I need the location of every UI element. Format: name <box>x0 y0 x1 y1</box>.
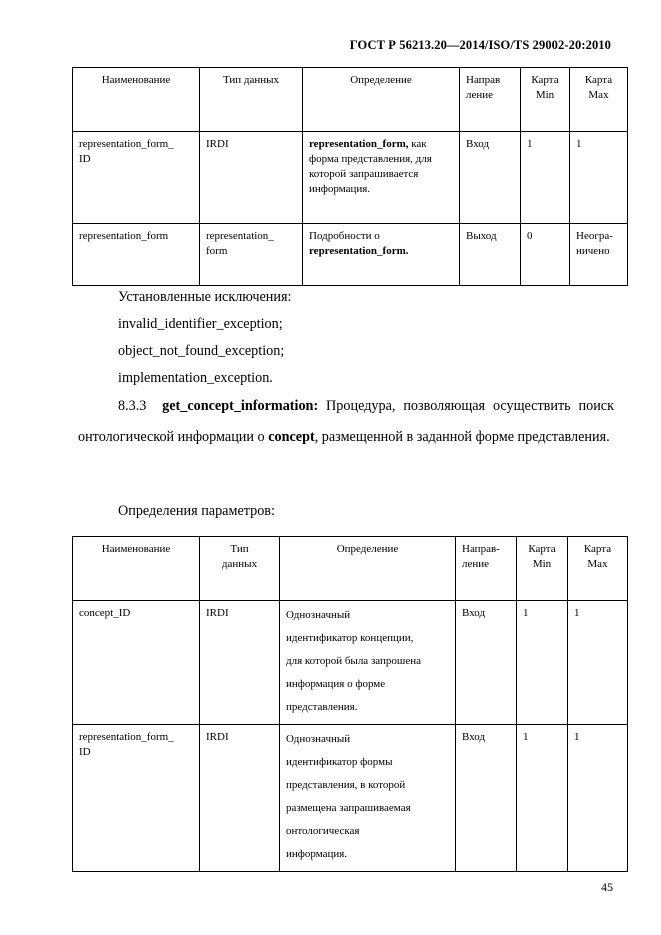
def-bold: representation_form, <box>309 138 409 150</box>
cell-min: 1 <box>517 725 568 872</box>
def-text: как форма представления, для которой запрашивается информация. <box>309 138 432 195</box>
col-header-max: Карта Max <box>568 537 628 601</box>
table-row <box>73 132 628 224</box>
section-procedure-name: get_concept_information: <box>162 398 319 414</box>
col-header-direction: Направ- ление <box>456 537 517 601</box>
cell-max: Неогра- ничено <box>570 224 628 286</box>
cell-name: representation_form <box>73 224 200 286</box>
cell-min: 0 <box>521 224 570 286</box>
cell-definition: Однозначный идентификатор формы представления, в которой размещена запрашиваемая онтологическая информация. <box>280 725 456 872</box>
parameters-table-1 <box>72 67 628 286</box>
table-header-row <box>73 537 628 601</box>
cell-name: representation_form_ ID <box>73 132 200 224</box>
cell-direction: Вход <box>456 725 517 872</box>
col-header-type: Тип данных <box>200 68 303 132</box>
table-row <box>73 224 628 286</box>
cell-max: 1 <box>568 725 628 872</box>
col-header-definition: Определение <box>303 68 460 132</box>
exceptions-title: Установленные исключения: <box>118 289 292 305</box>
def-text: Подробности о <box>309 230 380 242</box>
table-row <box>73 601 628 725</box>
section-number: 8.3.3 <box>118 398 147 414</box>
cell-definition <box>303 224 460 286</box>
exception-item: invalid_identifier_exception; <box>118 316 283 332</box>
col-header-name: Наименование <box>73 68 200 132</box>
col-header-type: Тип данных <box>200 537 280 601</box>
cell-direction: Вход <box>460 132 521 224</box>
cell-max: 1 <box>568 601 628 725</box>
col-header-min: Карта Min <box>521 68 570 132</box>
params-title: Определения параметров: <box>118 503 275 519</box>
col-header-min: Карта Min <box>517 537 568 601</box>
cell-name: concept_ID <box>73 601 200 725</box>
col-header-name: Наименование <box>73 537 200 601</box>
col-header-definition: Определение <box>280 537 456 601</box>
cell-type: representation_ form <box>200 224 303 286</box>
table-row <box>73 725 628 872</box>
col-header-max: Карта Max <box>570 68 628 132</box>
exception-item: implementation_exception. <box>118 370 273 386</box>
section-paragraph: 8.3.3 get_concept_information: Процедура, позволяющая осуществить поиск онтологической информации о concept, размещенной в заданной форме представления. <box>78 398 614 445</box>
cell-min: 1 <box>521 132 570 224</box>
page-number: 45 <box>601 880 613 894</box>
cell-min: 1 <box>517 601 568 725</box>
def-bold: representation_form. <box>309 244 409 257</box>
cell-max: 1 <box>570 132 628 224</box>
col-header-direction: Направ ление <box>460 68 521 132</box>
exception-item: object_not_found_exception; <box>118 343 285 359</box>
concept-term: concept <box>268 429 315 445</box>
table-header-row <box>73 68 628 132</box>
cell-direction: Выход <box>460 224 521 286</box>
document-header: ГОСТ Р 56213.20—2014/ISO/TS 29002-20:2010 <box>349 38 611 52</box>
cell-direction: Вход <box>456 601 517 725</box>
cell-definition: Однозначный идентификатор концепции, для которой была запрошена информация о форме представления. <box>280 601 456 725</box>
cell-name: representation_form_ ID <box>73 725 200 872</box>
cell-type: IRDI <box>200 601 280 725</box>
cell-type: IRDI <box>200 725 280 872</box>
cell-definition <box>303 132 460 224</box>
parameters-table-2 <box>72 536 628 872</box>
cell-type: IRDI <box>200 132 303 224</box>
